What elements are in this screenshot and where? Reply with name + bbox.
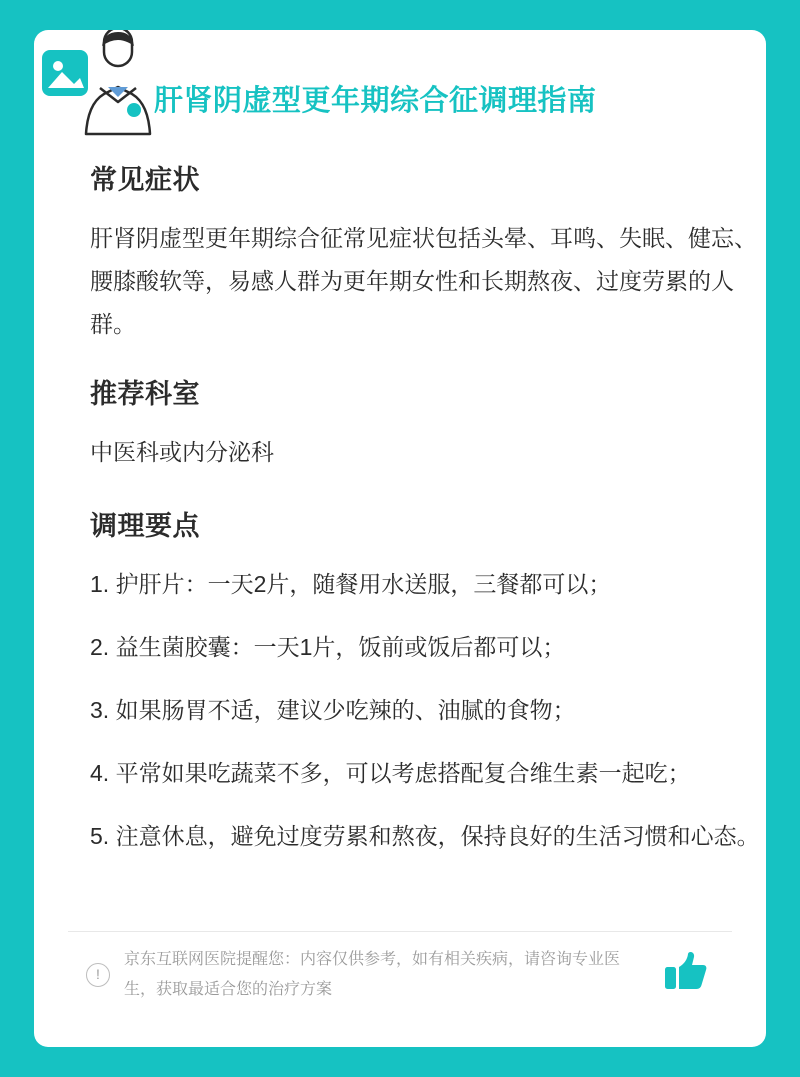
footer-disclaimer-bar xyxy=(68,931,732,1017)
section-heading-symptoms: 常见症状 xyxy=(90,165,200,195)
thumbs-up-icon[interactable] xyxy=(660,951,710,998)
content-body xyxy=(90,158,766,878)
page-title: 肝肾阴虚型更年期综合征调理指南 xyxy=(154,85,597,117)
section-heading-tips: 调理要点 xyxy=(90,511,200,541)
list-item: 4. 平常如果吃蔬菜不多，可以考虑搭配复合维生素一起吃； xyxy=(90,760,691,786)
content-card xyxy=(34,30,766,1047)
disclaimer-text: 京东互联网医院提醒您：内容仅供参考，如有相关疾病，请咨询专业医生，获取最适合您的治疗方案 xyxy=(124,950,621,998)
list-item: 1. 护肝片：一天2片，随餐用水送服，三餐都可以； xyxy=(90,571,612,597)
tips-list xyxy=(90,563,766,858)
section-text-symptoms: 肝肾阴虚型更年期综合征常见症状包括头晕、耳鸣、失眠、健忘、腰膝酸软等，易感人群为更年期女性和长期熬夜、过度劳累的人群。 xyxy=(90,225,757,337)
info-icon: ! xyxy=(86,963,110,987)
list-item: 5. 注意休息，避免过度劳累和熬夜，保持良好的生活习惯和心态。 xyxy=(90,823,760,849)
list-item: 2. 益生菌胶囊：一天1片，饭前或饭后都可以； xyxy=(90,634,566,660)
section-text-department: 中医科或内分泌科 xyxy=(90,439,274,465)
section-heading-department: 推荐科室 xyxy=(90,379,200,409)
list-item: 3. 如果肠胃不适，建议少吃辣的、油腻的食物； xyxy=(90,697,576,723)
doctor-avatar-icon xyxy=(34,30,154,140)
